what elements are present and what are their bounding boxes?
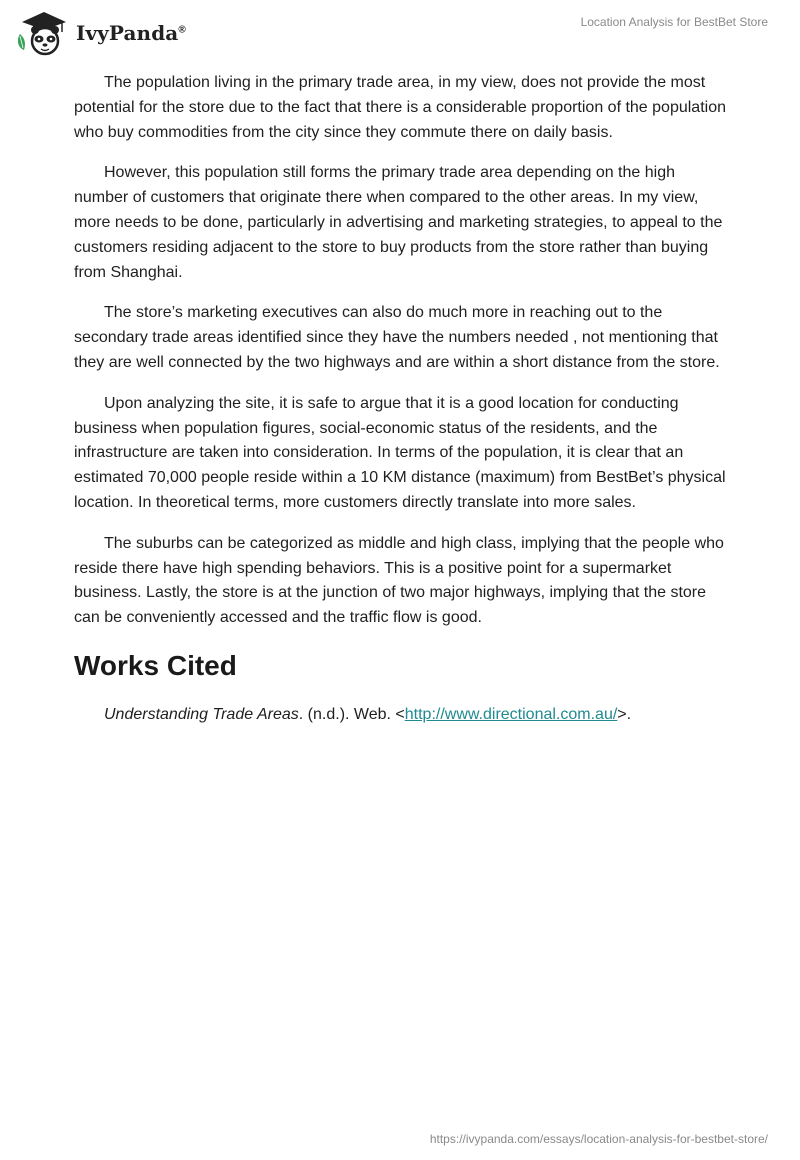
citation-link[interactable]: http://www.directional.com.au/ <box>404 705 618 723</box>
citation-tail: >. <box>617 705 632 723</box>
citation-title: Understanding Trade Areas <box>104 705 299 723</box>
paragraph-5: The suburbs can be categorized as middle and high class, implying that the people who reside there have high spending behaviors. This is a positive point for a supermarket business. Lastly, the store is at the junction of two major highways, implying that the store can be conveniently accessed and the traffic flow is good. <box>74 534 724 627</box>
paragraph-3: The store’s marketing executives can also do much more in reaching out to the secondary trade areas identified since they have the numbers needed , not mentioning that they are well connected by the two highways and are within a short distance from the store. <box>74 304 720 371</box>
running-title: Location Analysis for BestBet Store <box>580 15 768 29</box>
citation-details: . (n.d.). Web. < <box>298 705 405 723</box>
ivypanda-logo[interactable] <box>14 8 186 56</box>
page-header <box>0 0 800 62</box>
paragraph-2: However, this population still forms the primary trade area depending on the high number of customers that originate there when compared to the other areas. In my view, more needs to be done, particularly in advertising and marketing strategies, to appeal to the customers residing adjacent to the store to buy products from the store rather than buying from Shanghai. <box>74 164 723 281</box>
works-cited-heading: Works Cited <box>74 649 237 681</box>
brand-name: IvyPanda® <box>76 21 186 45</box>
paragraph-4: Upon analyzing the site, it is safe to argue that it is a good location for conducting business when population figures, social-economic status of the residents, and the infrastructure are taken into consideration. In terms of the population, it is clear that an estimated 70,000 people reside within a 10 KM distance (maximum) from BestBet’s physical location. In theoretical terms, more customers directly translate into more sales. <box>74 394 726 511</box>
footer-url: https://ivypanda.com/essays/location-analysis-for-bestbet-store/ <box>429 1132 768 1146</box>
paragraph-1: The population living in the primary trade area, in my view, does not provide the most potential for the store due to the fact that there is a considerable proportion of the population who buy commodities from the city since they commute there on daily basis. <box>74 74 726 141</box>
essay-content <box>74 71 726 727</box>
registered-mark: ® <box>178 24 186 36</box>
panda-graduation-cap-icon <box>14 8 72 56</box>
citation-entry <box>74 703 726 727</box>
